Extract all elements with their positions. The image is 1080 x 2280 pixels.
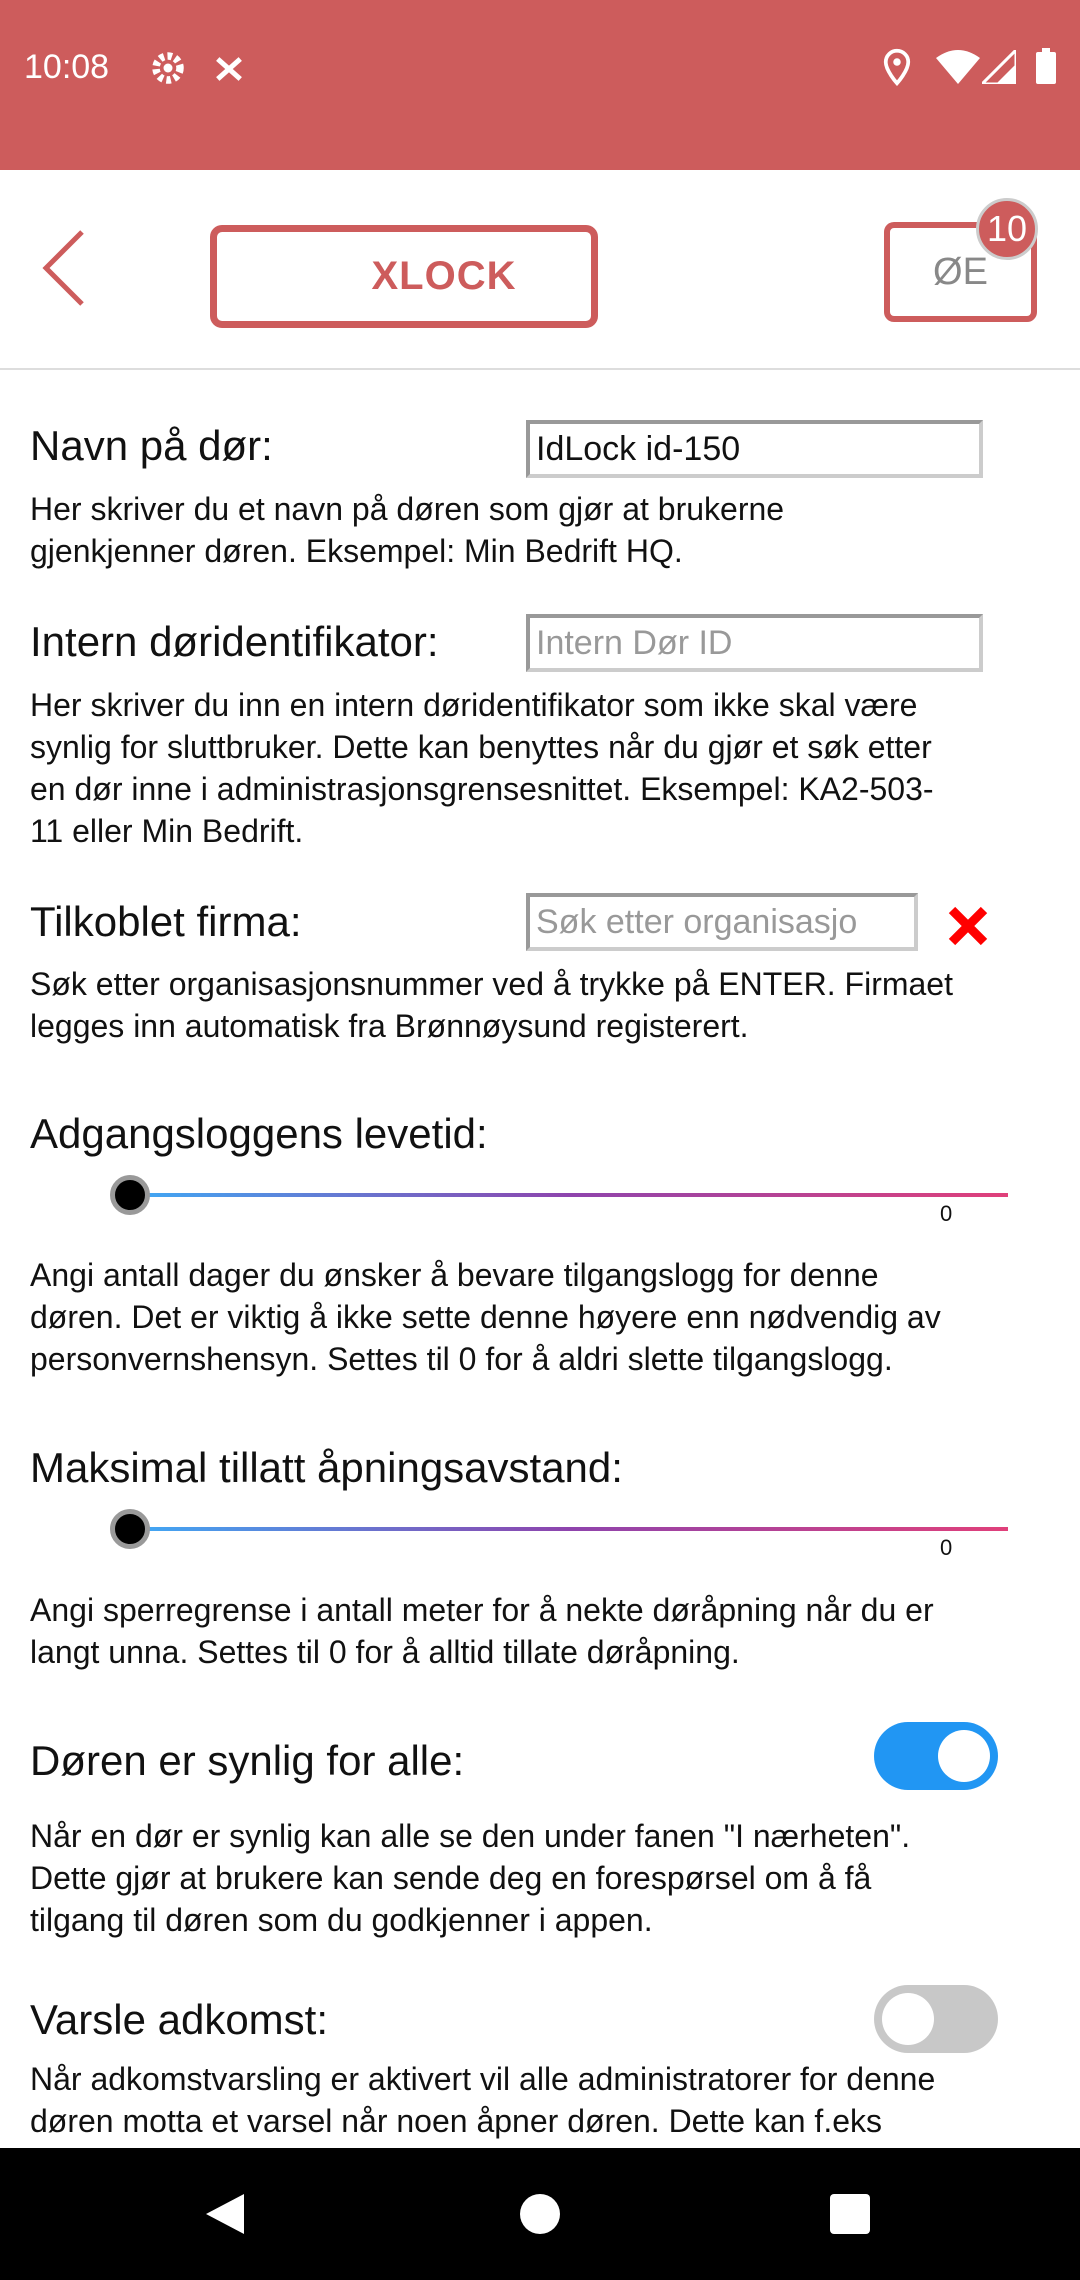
description-line: langt unna. Settes til 0 for å alltid tillate døråpning. — [30, 1634, 740, 1670]
clear-company-icon[interactable] — [946, 904, 990, 948]
description-line: Når adkomstvarsling er aktivert vil alle administratorer for denne — [30, 2061, 936, 2097]
description-line: synlig for sluttbruker. Dette kan benyttes når du gjør et søk etter — [30, 729, 932, 765]
log-lifetime-description — [30, 1254, 1060, 1380]
description-line: Søk etter organisasjonsnummer ved å trykke på ENTER. Firmaet — [30, 966, 953, 1002]
max-distance-slider-thumb[interactable] — [110, 1509, 150, 1549]
description-line: gjenkjenner døren. Eksempel: Min Bedrift HQ. — [30, 533, 683, 569]
description-line: Dette gjør at brukere kan sende deg en forespørsel om å få — [30, 1860, 872, 1896]
description-line: tilgang til døren som du godkjenner i appen. — [30, 1902, 653, 1938]
visible-label: Døren er synlig for alle: — [30, 1737, 465, 1784]
visible-description — [30, 1815, 1060, 1941]
status-time: 10:08 — [24, 48, 110, 86]
recents-nav-icon[interactable] — [830, 2194, 870, 2234]
max-distance-value: 0 — [940, 1535, 953, 1560]
description-line: døren motta et varsel når noen åpner døren. Dette kan f.eks — [30, 2103, 882, 2139]
back-button[interactable] — [40, 228, 88, 308]
visible-toggle[interactable] — [874, 1722, 998, 1790]
notify-description — [30, 2058, 1060, 2142]
log-lifetime-slider-track[interactable] — [130, 1193, 1008, 1197]
description-line: legges inn automatisk fra Brønnøysund registerert. — [30, 1008, 749, 1044]
internal-id-input[interactable] — [526, 614, 983, 672]
log-lifetime-slider-thumb[interactable] — [110, 1175, 150, 1215]
battery-icon — [1036, 48, 1056, 84]
signal-icon — [982, 50, 1016, 84]
wifi-icon — [936, 50, 980, 84]
description-line: døren. Det er viktig å ikke sette denne høyere enn nødvendig av — [30, 1299, 941, 1335]
description-line: Når en dør er synlig kan alle se den under fanen "I nærheten". — [30, 1818, 911, 1854]
description-line: Angi antall dager du ønsker å bevare tilgangslogg for denne — [30, 1257, 879, 1293]
company-search-input[interactable] — [526, 893, 918, 951]
internal-id-description — [30, 684, 1060, 852]
description-line: Her skriver du inn en intern døridentifikator som ikke skal være — [30, 687, 918, 723]
user-profile-button[interactable]: ØE — [884, 222, 1037, 322]
description-line: Angi sperregrense i antall meter for å nekte døråpning når du er — [30, 1592, 934, 1628]
home-nav-icon[interactable] — [518, 2192, 562, 2236]
navigation-bar — [0, 2148, 1080, 2280]
log-lifetime-value: 0 — [940, 1201, 953, 1226]
settings-icon — [150, 50, 186, 86]
door-name-description — [30, 488, 1060, 572]
max-distance-label: Maksimal tillatt åpningsavstand: — [30, 1444, 623, 1491]
description-line: personvernshensyn. Settes til 0 for å aldri slette tilgangslogg. — [30, 1341, 893, 1377]
app-notification-icon — [214, 54, 244, 84]
internal-id-label: Intern døridentifikator: — [30, 618, 439, 665]
max-distance-description — [30, 1589, 1060, 1673]
xlock-logo[interactable]: XLOCK — [210, 225, 598, 328]
max-distance-slider-track[interactable] — [130, 1527, 1008, 1531]
back-nav-icon[interactable] — [204, 2192, 246, 2236]
description-line: 11 eller Min Bedrift. — [30, 813, 304, 849]
app-header — [0, 170, 1080, 370]
description-line: en dør inne i administrasjonsgrensesnittet. Eksempel: KA2-503- — [30, 771, 934, 807]
location-icon — [882, 48, 912, 86]
notify-toggle[interactable] — [874, 1985, 998, 2053]
notify-label: Varsle adkomst: — [30, 1996, 328, 2043]
company-description — [30, 963, 1060, 1047]
status-bar — [0, 0, 1080, 170]
door-name-input[interactable] — [526, 420, 983, 478]
door-name-label: Navn på dør: — [30, 422, 273, 469]
notification-badge[interactable]: 10 — [976, 198, 1038, 260]
log-lifetime-label: Adgangsloggens levetid: — [30, 1110, 488, 1157]
company-label: Tilkoblet firma: — [30, 898, 302, 945]
description-line: Her skriver du et navn på døren som gjør at brukerne — [30, 491, 785, 527]
